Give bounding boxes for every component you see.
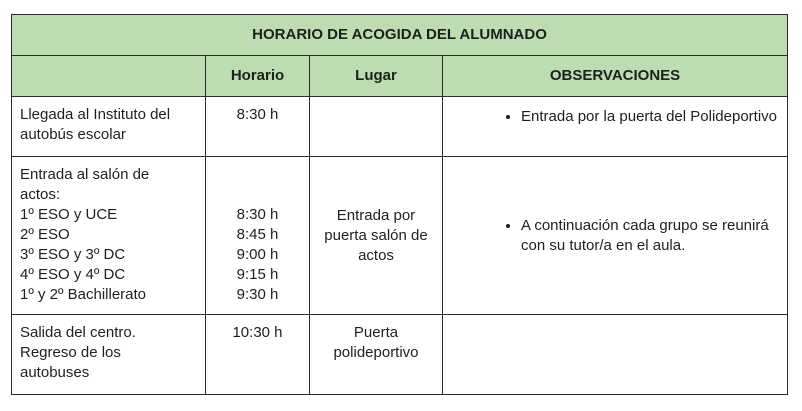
row-description bbox=[12, 97, 206, 157]
place-line: Puerta bbox=[353, 324, 399, 341]
row-lugar bbox=[310, 157, 443, 315]
time-value: 9:30 h bbox=[236, 286, 279, 303]
observation-item: • Entrada por la puerta del Polideportivo bbox=[521, 107, 777, 127]
table-row bbox=[12, 157, 788, 315]
time-value: 10:30 h bbox=[232, 324, 283, 341]
table-title: HORARIO DE ACOGIDA DEL ALUMNADO bbox=[12, 15, 788, 56]
observation-list bbox=[443, 216, 777, 256]
row-horario bbox=[206, 97, 310, 157]
header-horario: Horario bbox=[206, 56, 310, 97]
title-row bbox=[12, 15, 788, 56]
description-line: 3º ESO y 3º DC bbox=[20, 246, 126, 263]
row-observaciones bbox=[443, 97, 788, 157]
description-line: 1º y 2º Bachillerato bbox=[20, 286, 147, 303]
description-line: Regreso de los bbox=[20, 344, 121, 361]
row-horario bbox=[206, 157, 310, 315]
table-row bbox=[12, 97, 788, 157]
place-line: puerta salón de bbox=[324, 226, 428, 244]
time-value: 8:30 h bbox=[236, 106, 279, 123]
place-line: actos bbox=[358, 246, 394, 264]
row-lugar bbox=[310, 97, 443, 157]
description-line: 4º ESO y 4º DC bbox=[20, 266, 126, 283]
observation-list bbox=[443, 107, 777, 127]
time-value: 9:00 h bbox=[236, 246, 279, 263]
header-empty bbox=[12, 56, 206, 97]
description-line: autobús escolar bbox=[20, 126, 126, 143]
description-line: 1º ESO y UCE bbox=[20, 206, 118, 223]
row-description bbox=[12, 315, 206, 395]
place-line: Entrada por bbox=[336, 206, 416, 224]
time-value: 8:30 h bbox=[236, 206, 279, 223]
description-line: autobuses bbox=[20, 364, 90, 381]
description-line: actos: bbox=[20, 186, 61, 203]
description-line: Llegada al Instituto del bbox=[20, 106, 171, 123]
row-lugar bbox=[310, 315, 443, 395]
description-line: Entrada al salón de bbox=[20, 166, 150, 183]
description-line: 2º ESO bbox=[20, 226, 70, 243]
header-lugar: Lugar bbox=[310, 56, 443, 97]
header-row bbox=[12, 56, 788, 97]
place-line: polideportivo bbox=[333, 344, 419, 361]
description-line: Salida del centro. bbox=[20, 324, 136, 341]
row-observaciones bbox=[443, 157, 788, 315]
header-observaciones: OBSERVACIONES bbox=[443, 56, 788, 97]
time-value: 8:45 h bbox=[236, 226, 279, 243]
observation-item: • A continuación cada grupo se reunirá con su tutor/a en el aula. bbox=[521, 216, 777, 256]
time-value: 9:15 h bbox=[236, 266, 279, 283]
row-observaciones bbox=[443, 315, 788, 395]
row-description bbox=[12, 157, 206, 315]
row-horario bbox=[206, 315, 310, 395]
schedule-table bbox=[11, 14, 788, 395]
table-row bbox=[12, 315, 788, 395]
